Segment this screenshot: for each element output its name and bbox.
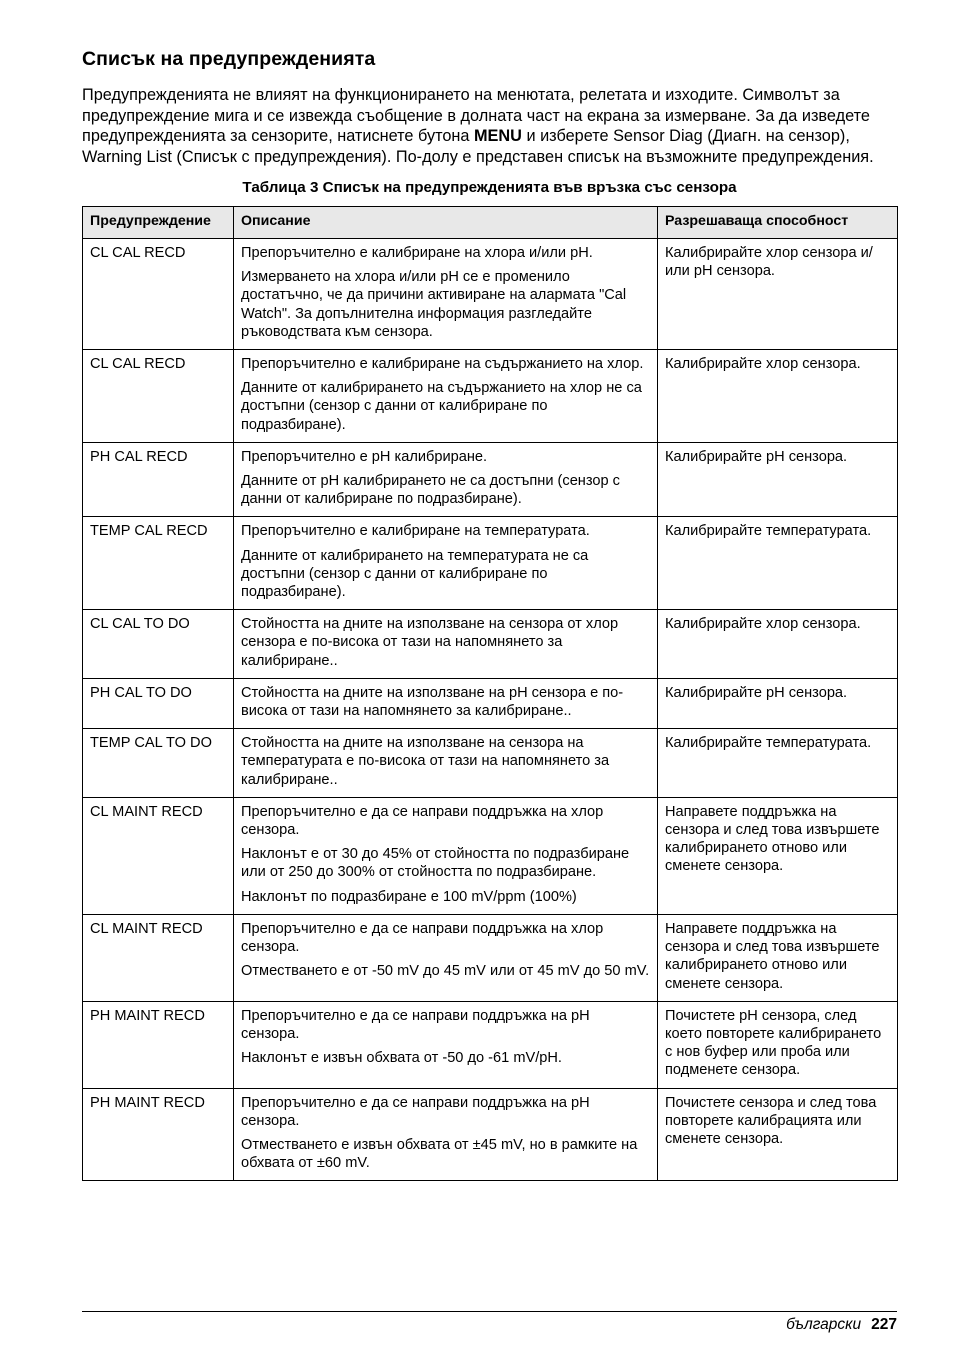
warning-cell: PH CAL RECD <box>83 442 234 517</box>
warnings-table <box>82 206 898 1181</box>
description-cell <box>234 797 658 914</box>
header-description: Описание <box>234 207 658 239</box>
description-cell <box>234 1001 658 1088</box>
table-row <box>83 610 898 679</box>
warning-cell: PH MAINT RECD <box>83 1001 234 1088</box>
description-cell <box>234 914 658 1001</box>
description-paragraph: Стойността на дните на използване на pH сензора е по-висока от тази на напомнянето за калибриране.. <box>241 684 624 720</box>
table-row <box>83 442 898 517</box>
table-row <box>83 350 898 443</box>
table-row <box>83 239 898 350</box>
intro-paragraph <box>82 85 897 167</box>
description-paragraph: Измерването на хлора и/или pH се е променило достатъчно, че да причини активиране на алармата "Cal Watch". За допълнителна информация разгледайте ръководствата към сензора. <box>241 269 627 340</box>
resolution-cell: Калибрирайте pH сензора. <box>658 678 898 728</box>
warning-cell: PH MAINT RECD <box>83 1088 234 1181</box>
table-row <box>83 1088 898 1181</box>
resolution-cell: Направете поддръжка на сензора и след това извършете калибрирането отново или сменете сензора. <box>658 797 898 914</box>
warning-cell: CL CAL TO DO <box>83 610 234 679</box>
description-cell <box>234 239 658 350</box>
table-caption: Таблица 3 Списък на предупрежденията във връзка със сензора <box>242 179 737 196</box>
description-cell <box>234 729 658 798</box>
description-paragraph: Наклонът по подразбиране е 100 mV/ppm (100%) <box>241 888 577 905</box>
description-paragraph: Данните от калибрирането на съдържанието на хлор не са достъпни (сензор с данни от калибриране по подразбиране). <box>241 380 642 433</box>
description-cell <box>234 442 658 517</box>
table-body <box>83 239 898 1181</box>
description-paragraph: Препоръчително е pH калибриране. <box>241 448 488 465</box>
resolution-cell: Калибрирайте хлор сензора и/или pH сензора. <box>658 239 898 350</box>
footer-text <box>786 1316 897 1334</box>
warning-cell: CL CAL RECD <box>83 350 234 443</box>
header-warning: Предупреждение <box>83 207 234 239</box>
description-cell <box>234 350 658 443</box>
resolution-cell: Калибрирайте температурата. <box>658 517 898 610</box>
page-footer <box>82 1311 897 1333</box>
description-paragraph: Данните от калибрирането на температурата не са достъпни (сензор с данни от калибриране по подразбиране). <box>241 547 589 601</box>
description-paragraph: Отместването е от -50 mV до 45 mV или от 45 mV до 50 mV. <box>241 963 650 980</box>
description-paragraph: Наклонът е извън обхвата от -50 до -61 mV/pH. <box>241 1050 562 1067</box>
description-paragraph: Наклонът е от 30 до 45% от стойността по подразбиране или от 250 до 300% от стойността по подразбиране. <box>241 846 630 881</box>
table-row <box>83 729 898 798</box>
description-cell <box>234 1088 658 1181</box>
description-cell <box>234 610 658 679</box>
header-resolution: Разрешаваща способност <box>658 207 898 239</box>
intro-text-before: Предупрежденията не влияят на функционирането на менютата, релетата и изходите. Символът за предупреждение мига и се извежда съобщение в долната част на екрана за измерване. За да изведете предупрежденията за сензорите, натиснете бутона <box>82 86 870 145</box>
resolution-cell: Почистете pH сензора, след което повторете калибрирането с нов буфер или проба или подменете сензора. <box>658 1001 898 1088</box>
description-paragraph: Стойността на дните на използване на сензора на температурата е по-висока от тази на напомнянето за калибриране.. <box>241 735 610 788</box>
page-number: 227 <box>871 1316 897 1333</box>
page-content <box>82 48 897 1181</box>
resolution-cell: Калибрирайте температурата. <box>658 729 898 798</box>
warning-cell: CL MAINT RECD <box>83 914 234 1001</box>
intro-text-after: и изберете Sensor Diag (Диагн. на сензор), Warning List (Списък с предупреждения). По-долу е представен списък на възможните предупреждения. <box>82 127 874 166</box>
description-paragraph: Стойността на дните на използване на сензора от хлор сензора е по-висока от тази на напомнянето за калибриране.. <box>241 616 619 669</box>
description-paragraph: Препоръчително е калибриране на хлора и/или pH. <box>241 245 593 261</box>
description-paragraph: Препоръчително е да се направи поддръжка на хлор сензора. <box>241 803 604 839</box>
description-paragraph: Препоръчително е калибриране на температурата. <box>241 523 590 540</box>
description-paragraph: Отместването е извън обхвата от ±45 mV, но в рамките на обхвата от ±60 mV. <box>241 1136 638 1172</box>
table-header-row <box>83 207 898 239</box>
description-paragraph: Препоръчително е да се направи поддръжка на pH сензора. <box>241 1007 590 1042</box>
footer-language: български <box>786 1316 862 1333</box>
table-row <box>83 517 898 610</box>
warning-cell: CL MAINT RECD <box>83 797 234 914</box>
menu-button-name: MENU <box>474 127 522 145</box>
table-row <box>83 914 898 1001</box>
resolution-cell: Направете поддръжка на сензора и след това извършете калибрирането отново или сменете сензора. <box>658 914 898 1001</box>
description-paragraph: Данните от pH калибрирането не са достъпни (сензор с данни от калибриране по подразбиране). <box>241 473 620 508</box>
table-row <box>83 797 898 914</box>
description-paragraph: Препоръчително е да се направи поддръжка на pH сензора. <box>241 1094 590 1129</box>
description-paragraph: Препоръчително е да се направи поддръжка на хлор сензора. <box>241 920 604 956</box>
resolution-cell: Калибрирайте хлор сензора. <box>658 610 898 679</box>
warning-cell: TEMP CAL TO DO <box>83 729 234 798</box>
resolution-cell: Почистете сензора и след това повторете калибрацията или сменете сензора. <box>658 1088 898 1181</box>
section-title: Списък на предупрежденията <box>82 48 376 70</box>
warning-cell: TEMP CAL RECD <box>83 517 234 610</box>
table-row <box>83 1001 898 1088</box>
description-paragraph: Препоръчително е калибриране на съдържанието на хлор. <box>241 356 644 373</box>
resolution-cell: Калибрирайте pH сензора. <box>658 442 898 517</box>
warning-cell: CL CAL RECD <box>83 239 234 350</box>
description-cell <box>234 678 658 728</box>
table-row <box>83 678 898 728</box>
warning-cell: PH CAL TO DO <box>83 678 234 728</box>
description-cell <box>234 517 658 610</box>
resolution-cell: Калибрирайте хлор сензора. <box>658 350 898 443</box>
